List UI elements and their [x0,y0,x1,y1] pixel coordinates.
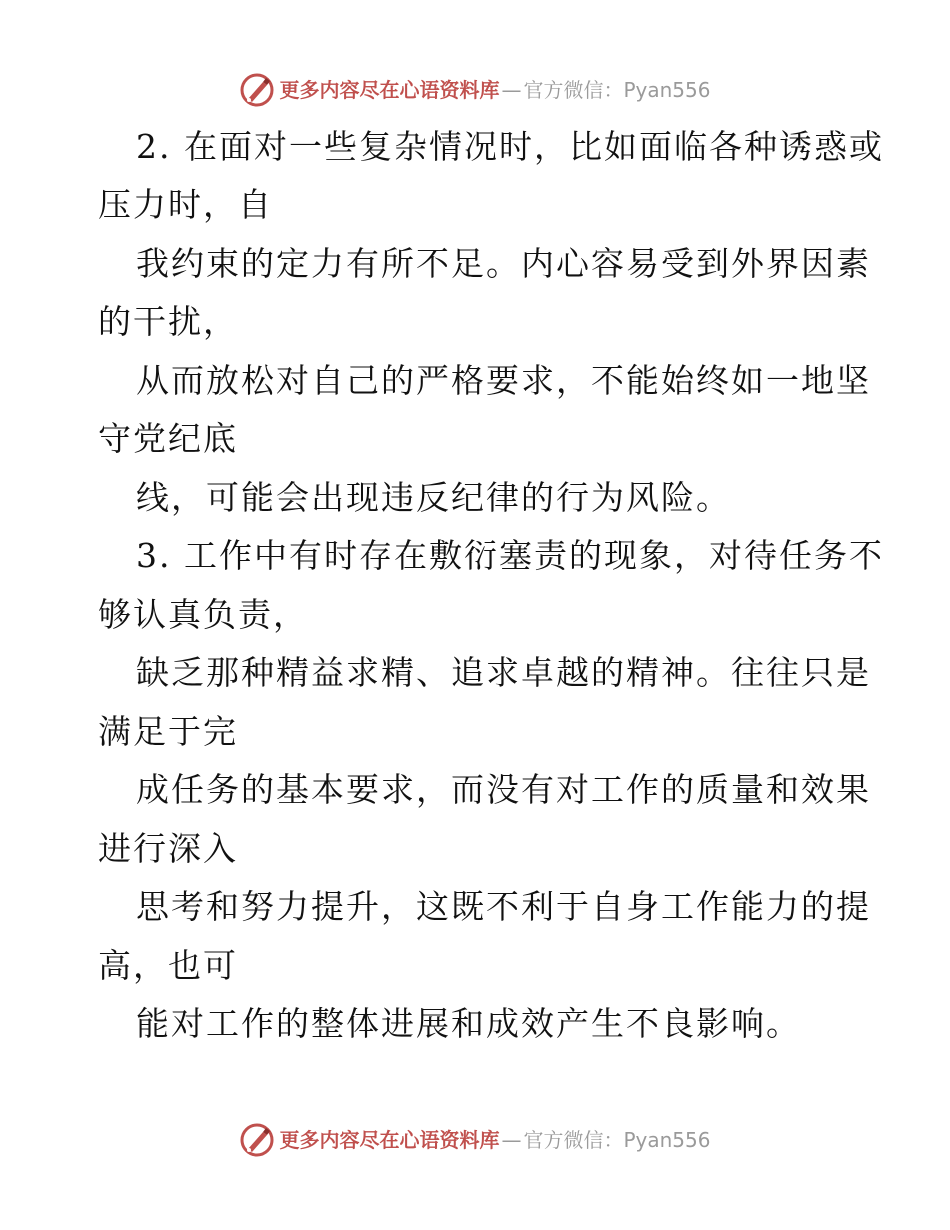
body-line: 守党纪底 [98,419,238,458]
footer-watermark [0,1120,950,1160]
watermark-wechat: 官方微信：Pyan556 [523,1128,711,1152]
body-line: 满足于完 [98,712,238,751]
header-watermark-text [279,80,710,100]
body-line: 成任务的基本要求，而没有对工作的质量和效果 [136,770,871,809]
body-line: 的干扰， [98,302,238,341]
body-line: 缺乏那种精益求精、追求卓越的精神。往往只是 [136,653,871,692]
watermark-dash: — [501,1128,522,1152]
body-line: 我约束的定力有所不足。内心容易受到外界因素 [136,244,871,283]
header-watermark [0,70,950,110]
watermark-wechat: 官方微信：Pyan556 [523,78,711,102]
watermark-dash: — [501,78,522,102]
body-line: 思考和努力提升，这既不利于自身工作能力的提 [136,887,871,926]
footer-watermark-text [279,1130,710,1150]
pen-logo-icon [239,1122,275,1158]
watermark-brand: 更多内容尽在心语资料库 [279,78,500,102]
body-line: 3. 工作中有时存在敷衍塞责的现象，对待任务不 [136,536,884,575]
body-line: 压力时，自 [98,185,273,224]
watermark-brand: 更多内容尽在心语资料库 [279,1128,500,1152]
body-line: 能对工作的整体进展和成效产生不良影响。 [136,1004,801,1043]
body-line: 进行深入 [98,829,238,868]
body-line: 线，可能会出现违反纪律的行为风险。 [136,478,731,517]
body-line: 2. 在面对一些复杂情况时，比如面临各种诱惑或 [136,127,884,166]
pen-logo-icon [239,72,275,108]
body-line: 够认真负责， [98,595,308,634]
body-line: 高，也可 [98,946,238,985]
body-line: 从而放松对自己的严格要求，不能始终如一地坚 [136,361,871,400]
